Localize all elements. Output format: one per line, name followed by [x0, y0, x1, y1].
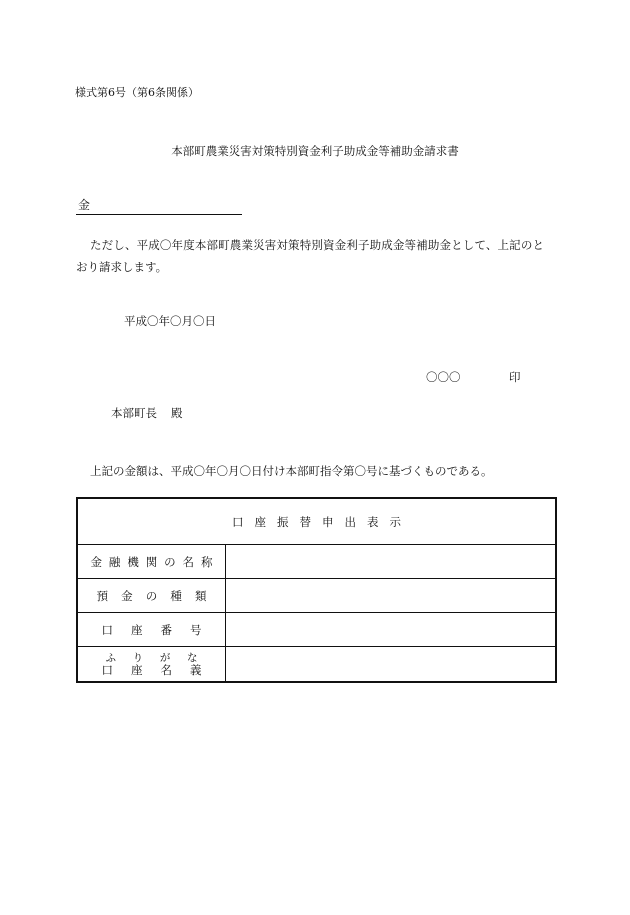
label-char: 口 — [101, 663, 113, 677]
account-number-label — [78, 613, 226, 646]
label-char: 預 — [96, 588, 108, 603]
amount-label: 金 — [78, 198, 91, 212]
label-char: 関 — [145, 554, 158, 569]
table-row-account-number — [78, 613, 555, 647]
basis-note: 上記の金額は、平成〇年〇月〇日付け本部町指令第〇号に基づくものである。 — [90, 464, 493, 478]
table-row-deposit-type — [78, 579, 555, 613]
amount-underline — [76, 214, 242, 215]
deposit-type-value[interactable] — [226, 579, 555, 612]
addressee — [111, 405, 183, 421]
label-char: 種 — [170, 588, 182, 603]
label-char: 機 — [127, 554, 139, 569]
ruby-char: な — [186, 652, 198, 664]
label-char: 融 — [108, 554, 121, 569]
applicant-name: 〇〇〇 — [426, 370, 461, 384]
bank-transfer-table — [76, 497, 557, 683]
ruby-char: が — [159, 652, 171, 664]
addressee-name: 本部町長 — [111, 406, 157, 420]
label-char: 口 — [101, 622, 113, 637]
label-char: 金 — [90, 554, 102, 569]
ruby-char: り — [132, 652, 144, 664]
label-char: 座 — [131, 663, 143, 677]
account-number-value[interactable] — [226, 613, 555, 646]
label-char: の — [164, 554, 176, 569]
request-date: 平成〇年〇月〇日 — [124, 314, 216, 328]
account-holder-label — [78, 647, 226, 681]
label-char: 名 — [160, 663, 172, 677]
form-number: 様式第6号（第6条関係） — [75, 86, 199, 99]
label-char: 称 — [200, 554, 213, 569]
table-row-bank-name — [78, 545, 555, 579]
furigana-label — [106, 652, 198, 664]
label-char: 号 — [190, 622, 202, 637]
label-char: 類 — [195, 588, 207, 603]
document-title: 本部町農業災害対策特別資金利子助成金等補助金請求書 — [171, 144, 459, 158]
label-char: 番 — [160, 622, 172, 637]
table-row-account-holder — [78, 647, 555, 681]
label-char: 義 — [190, 663, 202, 677]
deposit-type-label — [78, 579, 226, 612]
seal-mark: 印 — [509, 370, 521, 384]
bank-name-value[interactable] — [226, 545, 555, 578]
label-char: 金 — [121, 588, 133, 603]
label-char: の — [145, 588, 158, 603]
addressee-honorific: 殿 — [171, 406, 183, 420]
label-char: 座 — [131, 622, 143, 637]
bank-name-label — [78, 545, 226, 578]
ruby-char: ふ — [105, 652, 116, 664]
bank-table-header: 口座振替申出表示 — [78, 499, 555, 545]
request-text-line-2: おり請求します。 — [76, 260, 168, 274]
account-holder-value[interactable] — [226, 647, 555, 681]
label-char: 名 — [182, 554, 195, 569]
request-text-line-1: ただし、平成〇年度本部町農業災害対策特別資金利子助成金等補助金として、上記のと — [90, 238, 545, 252]
account-holder-text — [102, 664, 202, 676]
